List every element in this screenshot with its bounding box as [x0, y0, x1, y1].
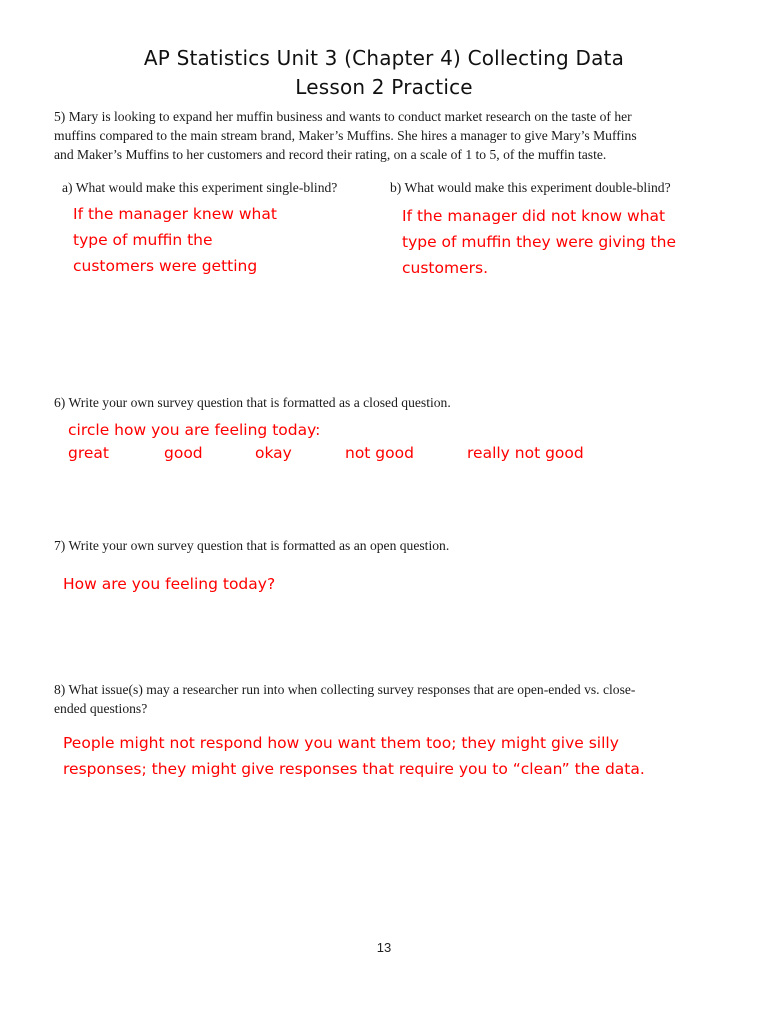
- page-title: AP Statistics Unit 3 (Chapter 4) Collecting Data: [143, 46, 625, 70]
- answer-8: [63, 730, 645, 782]
- answer-line: If the manager knew what: [73, 205, 277, 223]
- choice-really-not-good: really not good: [467, 444, 584, 462]
- prompt-line: 8) What issue(s) may a researcher run into when collecting survey responses that are open-ended vs. close-: [54, 682, 636, 697]
- question-5b-prompt: b) What would make this experiment double-blind?: [390, 180, 671, 195]
- answer-6-question: circle how you are feeling today:: [68, 421, 321, 439]
- answer-7: How are you feeling today?: [63, 575, 276, 593]
- answer-line: type of muffin they were giving the: [402, 233, 676, 251]
- answer-line: customers.: [402, 259, 488, 277]
- answer-line: type of muffin the: [73, 231, 213, 249]
- answer-5b: [402, 203, 676, 281]
- question-6-prompt: 6) Write your own survey question that is formatted as a closed question.: [54, 395, 451, 410]
- answer-5a: [73, 201, 277, 279]
- page-subtitle: Lesson 2 Practice: [295, 75, 473, 99]
- choice-great: great: [68, 444, 109, 462]
- answer-line: People might not respond how you want them too; they might give silly: [63, 734, 619, 752]
- prompt-line: 5) Mary is looking to expand her muffin business and wants to conduct market research on the taste of her: [54, 109, 632, 124]
- question-5-prompt: [54, 107, 637, 164]
- prompt-line: and Maker’s Muffins to her customers and record their rating, on a scale of 1 to 5, of the muffin taste.: [54, 147, 607, 162]
- choice-not-good: not good: [345, 444, 414, 462]
- answer-line: responses; they might give responses that require you to “clean” the data.: [63, 760, 645, 778]
- answer-line: customers were getting: [73, 257, 258, 275]
- choice-okay: okay: [255, 444, 292, 462]
- question-7-prompt: 7) Write your own survey question that is formatted as an open question.: [54, 538, 450, 553]
- prompt-line: ended questions?: [54, 701, 148, 716]
- page-number: 13: [376, 940, 392, 955]
- question-5a-prompt: a) What would make this experiment single-blind?: [62, 180, 338, 195]
- answer-line: If the manager did not know what: [402, 207, 666, 225]
- prompt-line: muffins compared to the main stream brand, Maker’s Muffins. She hires a manager to give Mary’s Muffins: [54, 128, 637, 143]
- question-8-prompt: [54, 680, 635, 718]
- choice-good: good: [164, 444, 203, 462]
